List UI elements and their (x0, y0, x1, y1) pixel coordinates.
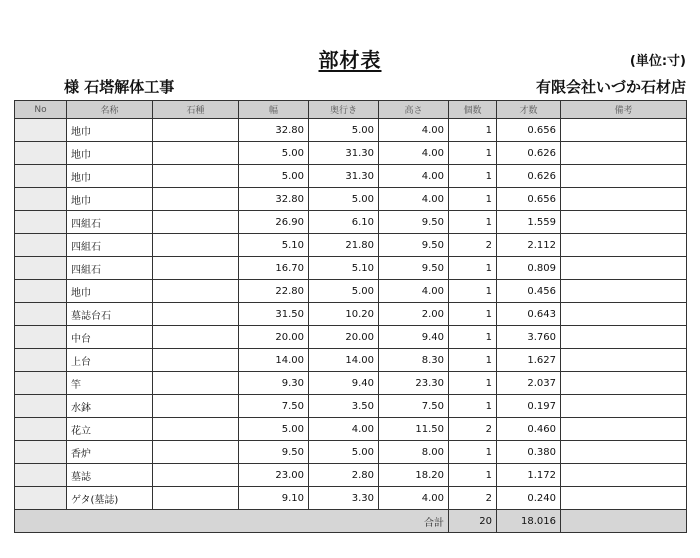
row-width-cell: 9.30 (239, 372, 309, 395)
row-remarks-cell (561, 280, 687, 303)
row-stone-type-cell (153, 211, 239, 234)
row-name-cell: ゲタ(墓誌) (67, 487, 153, 510)
row-no-cell (15, 441, 67, 464)
row-count-cell: 1 (449, 441, 497, 464)
row-height-cell: 9.50 (379, 211, 449, 234)
row-remarks-cell (561, 349, 687, 372)
table-body (15, 119, 687, 510)
row-depth-cell: 5.00 (309, 441, 379, 464)
row-sai-cell: 2.112 (497, 234, 561, 257)
row-width-cell: 14.00 (239, 349, 309, 372)
row-sai-cell: 0.656 (497, 188, 561, 211)
header-sai: 才数 (497, 101, 561, 119)
client-name: 様 石塔解体工事 (64, 78, 175, 96)
row-height-cell: 2.00 (379, 303, 449, 326)
row-stone-type-cell (153, 188, 239, 211)
header-depth: 奥行き (309, 101, 379, 119)
row-remarks-cell (561, 211, 687, 234)
row-width-cell: 5.10 (239, 234, 309, 257)
row-depth-cell: 6.10 (309, 211, 379, 234)
table-row (15, 441, 687, 464)
header-width: 幅 (239, 101, 309, 119)
header-count: 個数 (449, 101, 497, 119)
row-depth-cell: 31.30 (309, 142, 379, 165)
row-sai-cell: 0.626 (497, 165, 561, 188)
row-width-cell: 7.50 (239, 395, 309, 418)
table-row (15, 280, 687, 303)
row-sai-cell: 0.809 (497, 257, 561, 280)
row-stone-type-cell (153, 234, 239, 257)
row-remarks-cell (561, 188, 687, 211)
header-name: 名称 (67, 101, 153, 119)
table-row (15, 487, 687, 510)
row-sai-cell: 0.460 (497, 418, 561, 441)
row-depth-cell: 2.80 (309, 464, 379, 487)
table-row (15, 464, 687, 487)
row-width-cell: 31.50 (239, 303, 309, 326)
document-title: 部材表 (318, 48, 382, 72)
row-sai-cell: 0.656 (497, 119, 561, 142)
row-count-cell: 1 (449, 211, 497, 234)
row-count-cell: 1 (449, 188, 497, 211)
row-stone-type-cell (153, 142, 239, 165)
row-width-cell: 16.70 (239, 257, 309, 280)
row-remarks-cell (561, 257, 687, 280)
row-sai-cell: 0.456 (497, 280, 561, 303)
table-row (15, 119, 687, 142)
row-stone-type-cell (153, 326, 239, 349)
row-sai-cell: 0.626 (497, 142, 561, 165)
row-name-cell: 四組石 (67, 257, 153, 280)
total-row (15, 510, 687, 533)
row-name-cell: 上台 (67, 349, 153, 372)
row-count-cell: 1 (449, 280, 497, 303)
table-row (15, 142, 687, 165)
row-no-cell (15, 372, 67, 395)
row-remarks-cell (561, 142, 687, 165)
row-width-cell: 23.00 (239, 464, 309, 487)
row-height-cell: 4.00 (379, 487, 449, 510)
row-height-cell: 4.00 (379, 165, 449, 188)
row-name-cell: 地巾 (67, 142, 153, 165)
row-depth-cell: 14.00 (309, 349, 379, 372)
row-height-cell: 9.40 (379, 326, 449, 349)
row-no-cell (15, 349, 67, 372)
row-name-cell: 竿 (67, 372, 153, 395)
table-header-row (15, 101, 687, 119)
row-count-cell: 1 (449, 257, 497, 280)
row-depth-cell: 5.00 (309, 280, 379, 303)
total-label: 合計 (15, 510, 449, 533)
row-sai-cell: 0.240 (497, 487, 561, 510)
row-remarks-cell (561, 303, 687, 326)
row-no-cell (15, 257, 67, 280)
row-stone-type-cell (153, 119, 239, 142)
row-sai-cell: 1.627 (497, 349, 561, 372)
row-name-cell: 地巾 (67, 188, 153, 211)
row-count-cell: 1 (449, 395, 497, 418)
row-count-cell: 1 (449, 119, 497, 142)
total-remarks (561, 510, 687, 533)
row-name-cell: 四組石 (67, 211, 153, 234)
row-remarks-cell (561, 487, 687, 510)
table-row (15, 188, 687, 211)
row-depth-cell: 10.20 (309, 303, 379, 326)
row-remarks-cell (561, 395, 687, 418)
row-no-cell (15, 303, 67, 326)
row-count-cell: 1 (449, 165, 497, 188)
table-row (15, 165, 687, 188)
row-sai-cell: 2.037 (497, 372, 561, 395)
row-height-cell: 4.00 (379, 142, 449, 165)
row-no-cell (15, 418, 67, 441)
row-no-cell (15, 395, 67, 418)
row-depth-cell: 20.00 (309, 326, 379, 349)
unit-note: (単位:寸) (629, 54, 686, 69)
row-width-cell: 26.90 (239, 211, 309, 234)
row-remarks-cell (561, 464, 687, 487)
table-row (15, 372, 687, 395)
row-count-cell: 1 (449, 142, 497, 165)
row-depth-cell: 5.00 (309, 119, 379, 142)
row-name-cell: 地巾 (67, 165, 153, 188)
table-row (15, 418, 687, 441)
row-height-cell: 4.00 (379, 119, 449, 142)
row-no-cell (15, 464, 67, 487)
row-sai-cell: 0.197 (497, 395, 561, 418)
row-width-cell: 5.00 (239, 418, 309, 441)
row-remarks-cell (561, 418, 687, 441)
row-stone-type-cell (153, 464, 239, 487)
row-count-cell: 1 (449, 349, 497, 372)
row-depth-cell: 3.30 (309, 487, 379, 510)
table-row (15, 326, 687, 349)
row-height-cell: 4.00 (379, 280, 449, 303)
row-depth-cell: 4.00 (309, 418, 379, 441)
row-height-cell: 11.50 (379, 418, 449, 441)
row-count-cell: 1 (449, 303, 497, 326)
row-stone-type-cell (153, 487, 239, 510)
row-no-cell (15, 211, 67, 234)
row-no-cell (15, 188, 67, 211)
row-remarks-cell (561, 326, 687, 349)
row-stone-type-cell (153, 303, 239, 326)
row-stone-type-cell (153, 372, 239, 395)
row-name-cell: 墓誌台石 (67, 303, 153, 326)
row-name-cell: 地巾 (67, 119, 153, 142)
row-sai-cell: 0.643 (497, 303, 561, 326)
row-depth-cell: 31.30 (309, 165, 379, 188)
row-width-cell: 9.10 (239, 487, 309, 510)
header-stone-type: 石種 (153, 101, 239, 119)
row-remarks-cell (561, 372, 687, 395)
total-count: 20 (449, 510, 497, 533)
row-stone-type-cell (153, 395, 239, 418)
row-count-cell: 1 (449, 464, 497, 487)
row-no-cell (15, 487, 67, 510)
row-height-cell: 9.50 (379, 257, 449, 280)
row-sai-cell: 1.559 (497, 211, 561, 234)
table-row (15, 211, 687, 234)
row-remarks-cell (561, 165, 687, 188)
table-row (15, 257, 687, 280)
row-name-cell: 花立 (67, 418, 153, 441)
row-name-cell: 墓誌 (67, 464, 153, 487)
header-no: No (15, 101, 67, 119)
row-sai-cell: 0.380 (497, 441, 561, 464)
row-width-cell: 9.50 (239, 441, 309, 464)
row-stone-type-cell (153, 165, 239, 188)
row-count-cell: 1 (449, 326, 497, 349)
table-row (15, 395, 687, 418)
table-row (15, 234, 687, 257)
row-stone-type-cell (153, 441, 239, 464)
row-sai-cell: 3.760 (497, 326, 561, 349)
row-depth-cell: 3.50 (309, 395, 379, 418)
row-height-cell: 8.00 (379, 441, 449, 464)
row-name-cell: 四組石 (67, 234, 153, 257)
row-count-cell: 1 (449, 372, 497, 395)
row-width-cell: 32.80 (239, 188, 309, 211)
parts-table (14, 100, 687, 533)
row-depth-cell: 5.10 (309, 257, 379, 280)
row-width-cell: 5.00 (239, 142, 309, 165)
row-height-cell: 18.20 (379, 464, 449, 487)
row-count-cell: 2 (449, 234, 497, 257)
table-row (15, 303, 687, 326)
row-no-cell (15, 234, 67, 257)
row-count-cell: 2 (449, 487, 497, 510)
row-count-cell: 2 (449, 418, 497, 441)
row-name-cell: 地巾 (67, 280, 153, 303)
row-no-cell (15, 165, 67, 188)
row-stone-type-cell (153, 349, 239, 372)
row-name-cell: 香炉 (67, 441, 153, 464)
row-width-cell: 5.00 (239, 165, 309, 188)
row-remarks-cell (561, 441, 687, 464)
table-row (15, 349, 687, 372)
row-name-cell: 水鉢 (67, 395, 153, 418)
row-width-cell: 32.80 (239, 119, 309, 142)
row-width-cell: 20.00 (239, 326, 309, 349)
row-stone-type-cell (153, 257, 239, 280)
row-height-cell: 4.00 (379, 188, 449, 211)
row-stone-type-cell (153, 280, 239, 303)
row-name-cell: 中台 (67, 326, 153, 349)
row-remarks-cell (561, 119, 687, 142)
row-depth-cell: 9.40 (309, 372, 379, 395)
company-name: 有限会社いづか石材店 (535, 78, 686, 96)
row-height-cell: 23.30 (379, 372, 449, 395)
row-stone-type-cell (153, 418, 239, 441)
row-no-cell (15, 119, 67, 142)
header-height: 高さ (379, 101, 449, 119)
row-remarks-cell (561, 234, 687, 257)
total-sai: 18.016 (497, 510, 561, 533)
row-height-cell: 9.50 (379, 234, 449, 257)
row-height-cell: 8.30 (379, 349, 449, 372)
row-sai-cell: 1.172 (497, 464, 561, 487)
row-no-cell (15, 280, 67, 303)
header-remarks: 備考 (561, 101, 687, 119)
row-no-cell (15, 326, 67, 349)
row-height-cell: 7.50 (379, 395, 449, 418)
row-depth-cell: 21.80 (309, 234, 379, 257)
row-no-cell (15, 142, 67, 165)
row-depth-cell: 5.00 (309, 188, 379, 211)
row-width-cell: 22.80 (239, 280, 309, 303)
